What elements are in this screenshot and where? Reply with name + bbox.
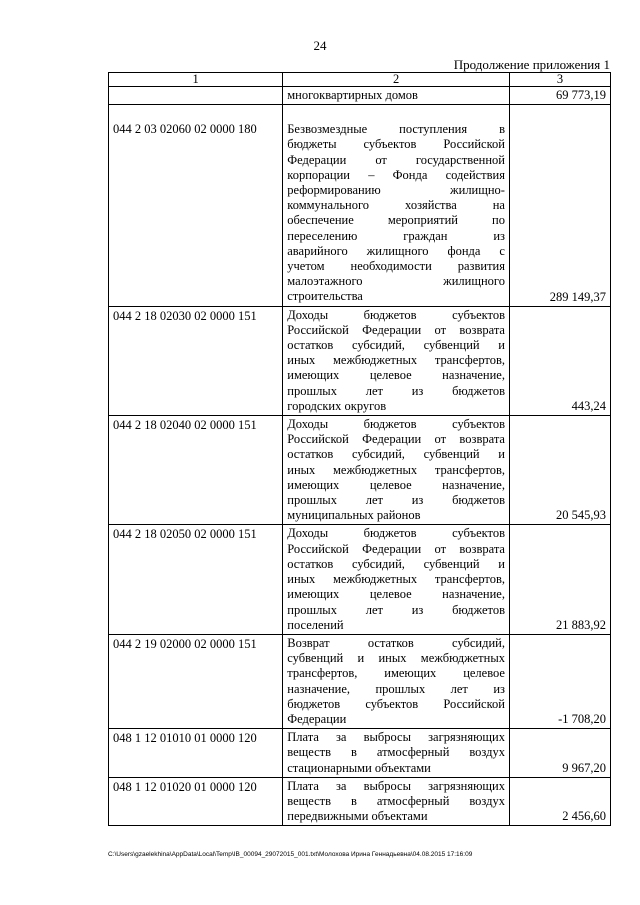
description-line: реформированию жилищно-	[287, 183, 505, 198]
description-line: бюджеты субъектов Российской	[287, 137, 505, 152]
description-line: муниципальных районов	[287, 508, 421, 523]
description-line: веществ в атмосферный воздух	[287, 745, 505, 760]
description-line: трансфертов, имеющих целевое	[287, 666, 505, 681]
description-line: Российской Федерации от возврата	[287, 322, 505, 337]
page-number: 24	[313, 38, 327, 53]
budget-code-cell: 048 1 12 01010 01 0000 120	[109, 729, 283, 778]
budget-code-cell: 048 1 12 01020 01 0000 120	[109, 777, 283, 826]
table-row	[109, 105, 611, 306]
table-row	[109, 306, 611, 415]
table-row	[109, 525, 611, 634]
description-line: субвенций и иных межбюджетных	[287, 651, 505, 666]
description-line: городских округов	[287, 398, 387, 413]
description-line: иных межбюджетных трансфертов,	[287, 353, 505, 368]
budget-code-cell: 044 2 19 02000 02 0000 151	[109, 634, 283, 728]
description-line: Возврат остатков субсидий,	[287, 635, 505, 650]
description-cell	[283, 729, 510, 778]
column-header-1: 1	[109, 73, 283, 87]
description-line: поселений	[287, 617, 344, 632]
table-row	[109, 634, 611, 728]
description-line: прошлых лет из бюджетов	[287, 493, 505, 508]
description-line: многоквартирных домов	[287, 88, 418, 102]
description-line: переселению граждан из	[287, 228, 505, 243]
table-row	[109, 777, 611, 826]
amount-cell: 9 967,20	[509, 729, 610, 778]
description-line: бюджетов субъектов Российской	[287, 696, 505, 711]
description-line: передвижными объектами	[287, 809, 428, 824]
description-line: учетом необходимости развития	[287, 259, 505, 274]
description-line: прошлых лет из бюджетов	[287, 602, 505, 617]
description-line: прошлых лет из бюджетов	[287, 383, 505, 398]
budget-code-cell: 044 2 18 02040 02 0000 151	[109, 416, 283, 525]
description-cell	[283, 87, 510, 105]
description-line: веществ в атмосферный воздух	[287, 793, 505, 808]
description-line: малоэтажного жилищного	[287, 274, 505, 289]
description-line: Плата за выбросы загрязняющих	[287, 730, 505, 745]
amount-cell: 20 545,93	[509, 416, 610, 525]
description-line: Доходы бюджетов субъектов	[287, 307, 505, 322]
description-line: аварийного жилищного фонда с	[287, 243, 505, 258]
table-body	[109, 87, 611, 826]
description-line: остатков субсидий, субвенций и	[287, 447, 505, 462]
description-cell	[283, 777, 510, 826]
description-line: обеспечение мероприятий по	[287, 213, 505, 228]
budget-code-cell: 044 2 03 02060 02 0000 180	[109, 105, 283, 306]
table-row	[109, 416, 611, 525]
continuation-label: Продолжение приложения 1	[453, 57, 610, 72]
description-line: имеющих целевое назначение,	[287, 368, 505, 383]
description-line: Российской Федерации от возврата	[287, 432, 505, 447]
amount-cell: 21 883,92	[509, 525, 610, 634]
description-line: имеющих целевое назначение,	[287, 477, 505, 492]
description-line: остатков субсидий, субвенций и	[287, 556, 505, 571]
table-row	[109, 87, 611, 105]
description-line: Федерации	[287, 711, 347, 726]
description-line: строительства	[287, 289, 363, 304]
description-line: корпорации – Фонда содействия	[287, 167, 505, 182]
description-line: Федерации от государственной	[287, 152, 505, 167]
column-header-3: 3	[509, 73, 610, 87]
amount-cell: 443,24	[509, 306, 610, 415]
budget-code-cell: 044 2 18 02030 02 0000 151	[109, 306, 283, 415]
table-header-row	[109, 73, 611, 87]
amount-cell: -1 708,20	[509, 634, 610, 728]
description-line: назначение, прошлых лет из	[287, 681, 505, 696]
description-line: Безвозмездные поступления в	[287, 122, 505, 137]
description-line: Доходы бюджетов субъектов	[287, 417, 505, 432]
budget-code-cell	[109, 87, 283, 105]
description-line: стационарными объектами	[287, 760, 431, 775]
footer-file-path: C:\Users\gzaelekhina\AppData\Local\Temp\IB_00094_29072015_001.txt\Молохова Ирина Геннадьевна\04.08.2015 17:16:09	[108, 851, 473, 858]
description-line: коммунального хозяйства на	[287, 198, 505, 213]
budget-code-cell: 044 2 18 02050 02 0000 151	[109, 525, 283, 634]
description-line: Российской Федерации от возврата	[287, 541, 505, 556]
column-header-2: 2	[283, 73, 510, 87]
table-row	[109, 729, 611, 778]
description-cell	[283, 634, 510, 728]
description-line: иных межбюджетных трансфертов,	[287, 572, 505, 587]
description-line: остатков субсидий, субвенций и	[287, 338, 505, 353]
description-line: имеющих целевое назначение,	[287, 587, 505, 602]
description-line: иных межбюджетных трансфертов,	[287, 462, 505, 477]
description-cell	[283, 525, 510, 634]
amount-cell: 69 773,19	[509, 87, 610, 105]
description-cell	[283, 105, 510, 306]
description-cell	[283, 306, 510, 415]
description-line: Доходы бюджетов субъектов	[287, 526, 505, 541]
amount-cell: 289 149,37	[509, 105, 610, 306]
revenue-table	[108, 72, 611, 826]
amount-cell: 2 456,60	[509, 777, 610, 826]
description-line: Плата за выбросы загрязняющих	[287, 778, 505, 793]
description-cell	[283, 416, 510, 525]
